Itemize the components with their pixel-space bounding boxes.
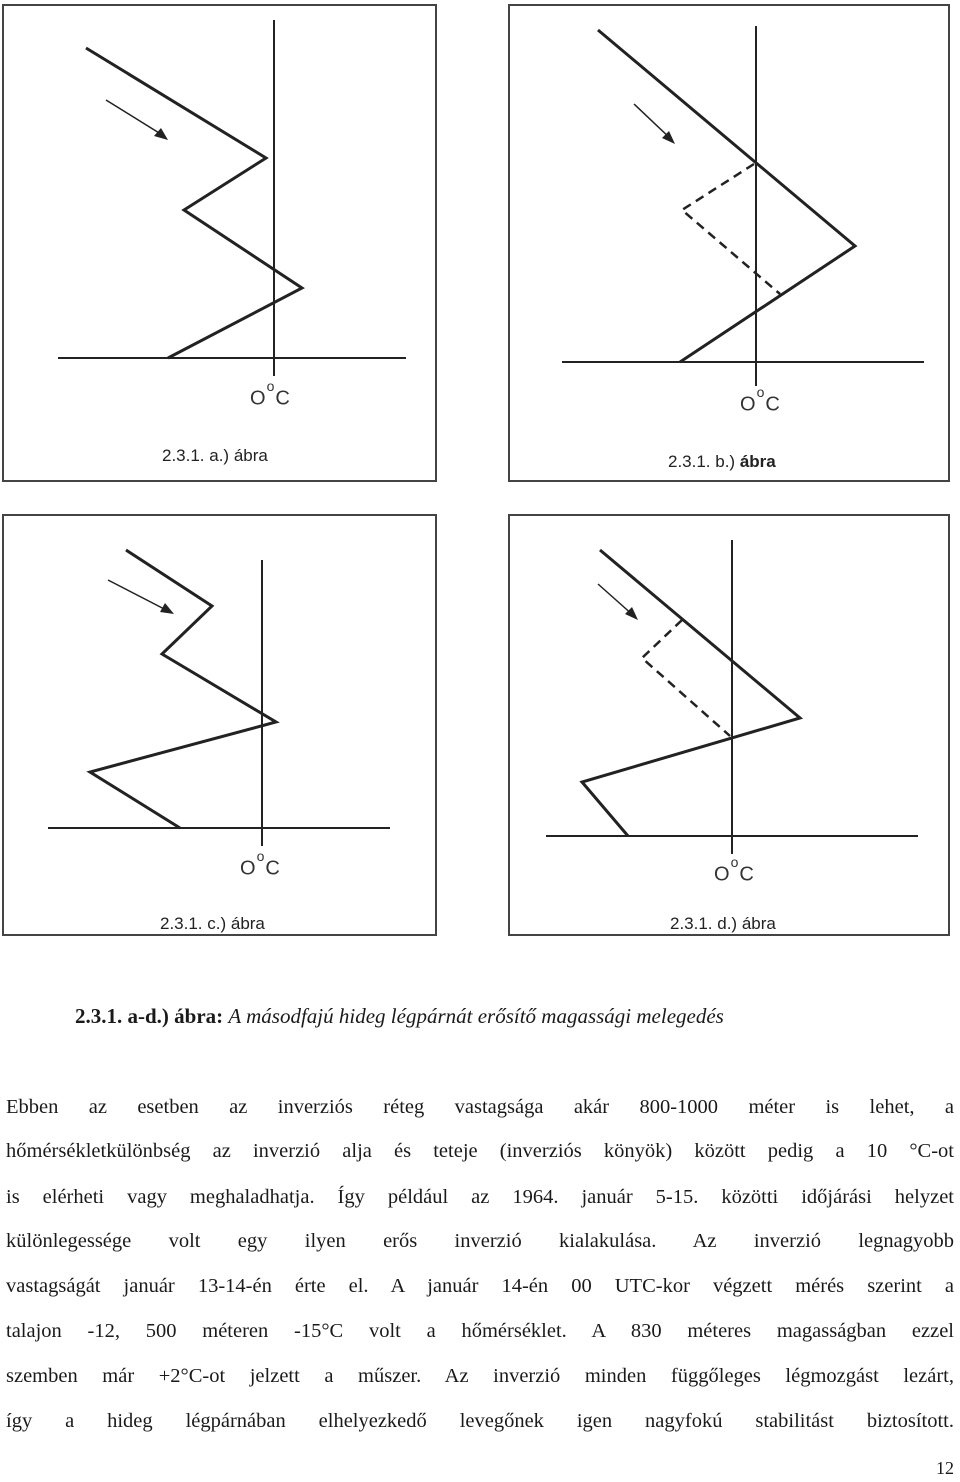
- paragraph-line: talajon -12, 500 méteren -15°C volt a hőmérséklet. A 830 méteres magasságban ezzel: [6, 1320, 954, 1342]
- figure-panel-a: [2, 4, 437, 482]
- figure-caption-label: 2.3.1. a-d.) ábra:: [75, 1004, 224, 1028]
- panel-c-caption: 2.3.1. c.) ábra: [160, 914, 265, 933]
- temperature-profile-diagram-a: [4, 6, 439, 484]
- figure-panel-c: [2, 514, 437, 936]
- paragraph-line: szemben már +2°C-ot jelzett a műszer. Az inverzió minden függőleges légmozgást lezárt,: [6, 1365, 954, 1387]
- axis-unit-label: $O^oC$: [250, 378, 291, 410]
- paragraph-line: vastagságát január 13-14-én érte el. A január 14-én 00 UTC-kor végzett mérés szerint a: [6, 1275, 954, 1297]
- paragraph-line: Ebben az esetben az inverziós réteg vastagsága akár 800-1000 méter is lehet, a: [6, 1096, 954, 1118]
- panel-b-caption: 2.3.1. b.) ábra: [668, 452, 776, 471]
- figure-panel-b: [508, 4, 950, 482]
- page-number: 12: [936, 1458, 954, 1478]
- axis-unit-label: $O^oC$: [740, 384, 781, 416]
- axis-unit-label: $O^oC$: [240, 848, 281, 880]
- panel-d-caption: 2.3.1. d.) ábra: [670, 914, 776, 933]
- paragraph-line: is elérheti vagy meghaladhatja. Így például az 1964. január 5-15. közötti időjárási helyzet: [6, 1186, 954, 1208]
- paragraph-line: különlegessége volt egy ilyen erős inverzió kialakulása. Az inverzió legnagyobb: [6, 1230, 954, 1252]
- paragraph-line: hőmérsékletkülönbség az inverzió alja és teteje (inverziós könyök) között pedig a 10 °C-ot: [6, 1140, 954, 1162]
- temperature-profile-diagram-b: [510, 6, 952, 484]
- paragraph-line: így a hideg légpárnában elhelyezkedő levegőnek igen nagyfokú stabilitást biztosított.: [6, 1410, 954, 1432]
- figure-caption-text: A másodfajú hideg légpárnát erősítő magassági melegedés: [228, 1004, 724, 1028]
- axis-unit-label: $O^oC$: [714, 854, 755, 886]
- figure-caption: [75, 1004, 724, 1029]
- figure-panel-d: [508, 514, 950, 936]
- panel-a-caption: 2.3.1. a.) ábra: [162, 446, 268, 465]
- temperature-profile-diagram-c: [4, 516, 439, 938]
